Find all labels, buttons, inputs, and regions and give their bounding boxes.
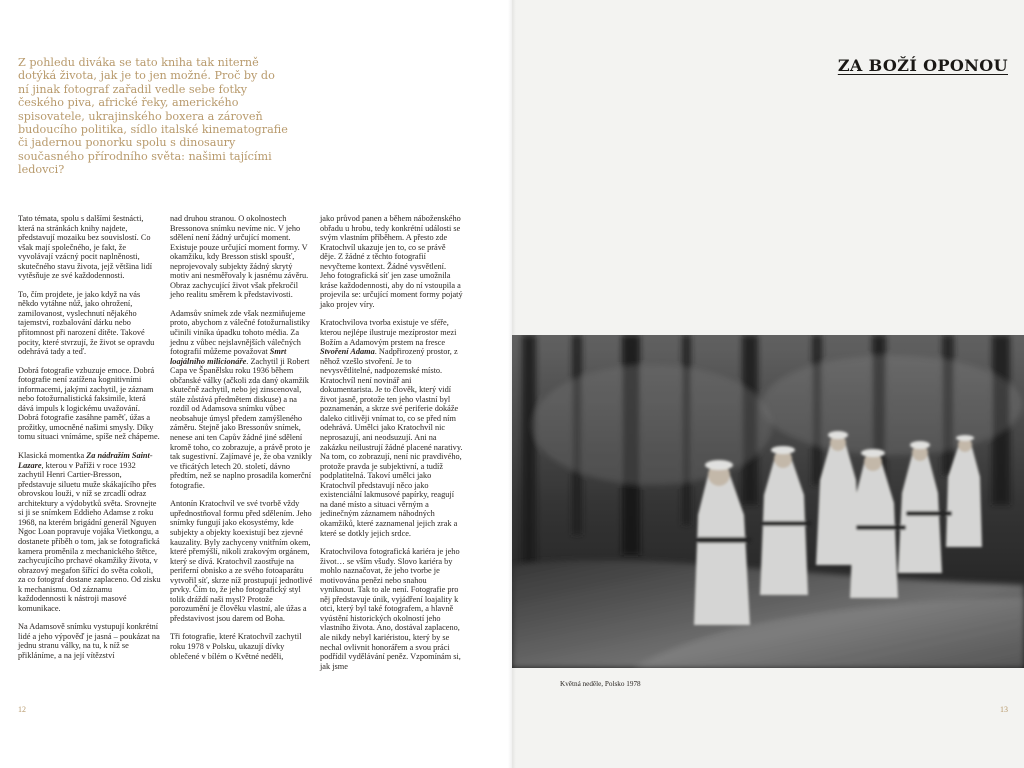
body-paragraph: Kratochvilova fotografická kariéra je jeho život… se vším všudy. Slovo kariéra by mohlo naznačovat, že jeho tvorbe je motivována penězi nebo snahou vyniknout. Tak to ale není. Fotografie pro něj představuje únik, vyjádření loajality k otci, který byl také fotografem, a hlavně vyústění historických okolností jeho vlastního života. Ano, dostával zaplaceno, ale nikdy nebyl kariéristou, který by se nechal ovlivnit honorářem a svou práci podřídil vydělávání peněz. Vzpomínám si, jak jsme <box>320 547 461 671</box>
photograph <box>512 335 1024 668</box>
italic-title: Stvoření Adama <box>320 347 375 357</box>
lead-paragraph: Z pohledu diváka se tato kniha tak niterně dotýká života, jak je to jen možné. Proč by do ní jinak fotograf zařadil vedle sebe fotky českého piva, africké řeky, amerického spisovatele, ukrajinského boxera a zároveň budoucího politika, sídlo italské kinematografie či jadernou ponorku spolu s dinosaury současného přírodního světa: našimi tajícími ledovci? <box>18 56 288 177</box>
photo-caption: Květná neděle, Polsko 1978 <box>560 680 641 688</box>
text-run: Klasická momentka <box>18 451 87 461</box>
text-column-2 <box>170 214 313 670</box>
text-run: . Zachytil ji Robert Capa ve Španělsku roku 1936 během občanské války (ačkoli zda daný okamžik skutečně zachytil, nebo jej zinscenoval, stále zůstává předmětem diskuse) a na rozdíl od Adamsova snímku vůbec neobsahuje úmysl předem zamýšleného záměru. Stejně jako Bressonův snímek, nenese ani ten Capův žádné jiné sdělení kromě toho, co zobrazuje, a právě proto je tak sugestivní. Zajímavé je, že oba vznikly ve třicátých letech 20. století, dávno předtím, než se naplno prosadila komerční fotografie. <box>170 356 312 490</box>
text-run: . Nadpřirozený prostor, z něhož vzešlo stvoření. Je to nevysvětlitelné, nadpozemské místo. Kratochvíl není novinář ani dokumentarista. Je to člověk, který vidí život jasně, protože ten jeho vlastní byl poznamenán, a skrze své periferie dokáže daleko citlivěji vnímat to, co se před ním odehrává. Umělci jako Kratochvíl nic neprosazují, ani neodsuzují. Ani na zakázku neilustrují žádné placené narativy. Na tom, co zobrazují, není nic pravdivého, protože pravda je subjektivní, a tudíž podplatitelná. Takoví umělci jako Kratochvíl představují něco jako existenciální lakmusové papírky, reagují na dané místo a situaci věrným a jedinečným záznamem náhodných okamžiků, které zaznamenal jejich zrak a které se dotkly jejich srdce. <box>320 347 463 538</box>
page-number-left: 12 <box>18 705 26 714</box>
text-run: Kratochvilova tvorba existuje ve sféře, kterou nejlépe ilustruje mezíprostor mezi Božím a Adamovým prstem na fresce <box>320 318 457 347</box>
page-number-right: 13 <box>1000 705 1008 714</box>
body-paragraph: Dobrá fotografie vzbuzuje emoce. Dobrá fotografie není zatížena kognitivními informacemi, jakými zachytil, je záznam nebo fotožurnalistická faksimile, která dává impuls k logickému uvažování. Dobrá fotografie zasáhne paměť, úžas a prožitky, umocněné našimi smysly. Díky tomu situaci vnímáme, spíše než chápeme. <box>18 365 160 442</box>
body-paragraph: Antonín Kratochvíl ve své tvorbě vždy upřednostňoval formu před sdělením. Jeho snímky fungují jako ekosystémy, kde subjekty a objekty koexistují bez zjevné kauzality. Byly zachyceny vnitřním okem, které přemýšlí, nikoli zrakovým orgánem, který se dívá. Kratochvíl zaostřuje na periferní obnisko a ze svého fotoaparátu vytvořil síť, skrze níž prostupují jednotlivé prvky. Čím to, že jeho fotografický styl tolik dráždí naši mysl? Protože porozumění je člověku vlastní, ale úžas a představivost jsou darem od Boha. <box>170 499 313 623</box>
body-paragraph: nad druhou stranou. O okolnostech Bressonova snímku nevíme nic. V jeho sdělení není žádný určující moment. Existuje pouze určující moment formy. V okamžiku, kdy Bresson stiskl spoušť, neprojevovaly subjekty žádný skrytý motiv ani nesměřovaly k jasnému závěru. Obraz zachycující život však překročil jeho realitu směrem k představivosti. <box>170 214 309 300</box>
body-paragraph <box>170 309 313 490</box>
text-run: , kterou v Paříži v roce 1932 zachytil Henri Cartier-Bresson, představuje siluetu muže skákajícího přes obrovskou louži, v níž se zrcadlí odraz architektury a výdobytků světa. Srovnejte si ji se snímkem Eddieho Adamse z roku 1968, na kterém brigádní generál Nguyen Ngoc Loan popravuje vojáka Vietkongu, a dostanete příběh o tom, jak se fotografická kamera proměnila z mechanického štětce, zachycujícího prchavé okamžiky života, v obrazový megafon šířící do světa cokoli, za co fotograf dostane zaplaceno. Od zisku k mechanismu. Od záznamu každodennosti k nástroji masové komunikace. <box>18 460 161 613</box>
text-run: Adamsův snímek zde však nezmiňujeme proto, abychom z válečné fotožurnalistiky učinili viníka úpadku tohoto média. Za jednu z vůbec nejslavnějších válečných fotografií můžeme považovat <box>170 308 310 357</box>
text-column-3 <box>320 214 463 680</box>
body-paragraph <box>320 318 463 538</box>
body-paragraph: Tři fotografie, které Kratochvíl zachytil roku 1978 v Polsku, ukazují dívky oblečené v bílém o Květné neděli, <box>170 632 302 661</box>
palm-sunday-photo <box>512 335 1024 668</box>
body-paragraph: Tato témata, spolu s dalšími šestnácti, která na stránkách knihy najdete, představují mozaiku bez souvislostí. Co však mají společného, je fakt, že vyvolávají vzácný pocit naplněnosti, skutečného stavu života, jejž většina lidí vytěsňuje ze své každodennosti. <box>18 214 153 281</box>
body-paragraph: jako průvod panen a během náboženského obřadu u hrobu, tedy konkrétní události se svým vlastním příběhem. A přesto zde Kratochvíl ukazuje jen to, co se právě děje. Z žádné z těchto fotografií nevyčteme kontext. Žádné vysvětlení. Jeho fotografická síť jen zase umožnila kráse každodennosti, aby do ní vstoupila a projevila se: určující moment formy pojatý jako projev víry. <box>320 214 463 309</box>
chapter-title: ZA BOŽÍ OPONOU <box>837 56 1008 75</box>
body-paragraph: To, čím projdete, je jako když na vás někdo vytáhne nůž, jako ohrožení, zamilovanost, vyslechnutí nějakého tajemství, rozbalování dárku nebo přítomnost při narození dítěte. Takové pocity, které stvrzují, že život se opravdu odehrává tady a teď. <box>18 289 155 357</box>
text-column-1 <box>18 214 161 670</box>
italic-title: Za nádražím Saint-Lazare <box>18 451 153 470</box>
italic-title: Smrt loajálního milicionáře <box>170 347 287 366</box>
body-paragraph <box>18 451 161 613</box>
body-paragraph: Na Adamsově snímku vystupují konkrétní lidé a jeho výpověď je jasná – poukázat na jednu stranu války, na tu, k níž se přikláníme, a na její vítězství <box>18 622 160 660</box>
